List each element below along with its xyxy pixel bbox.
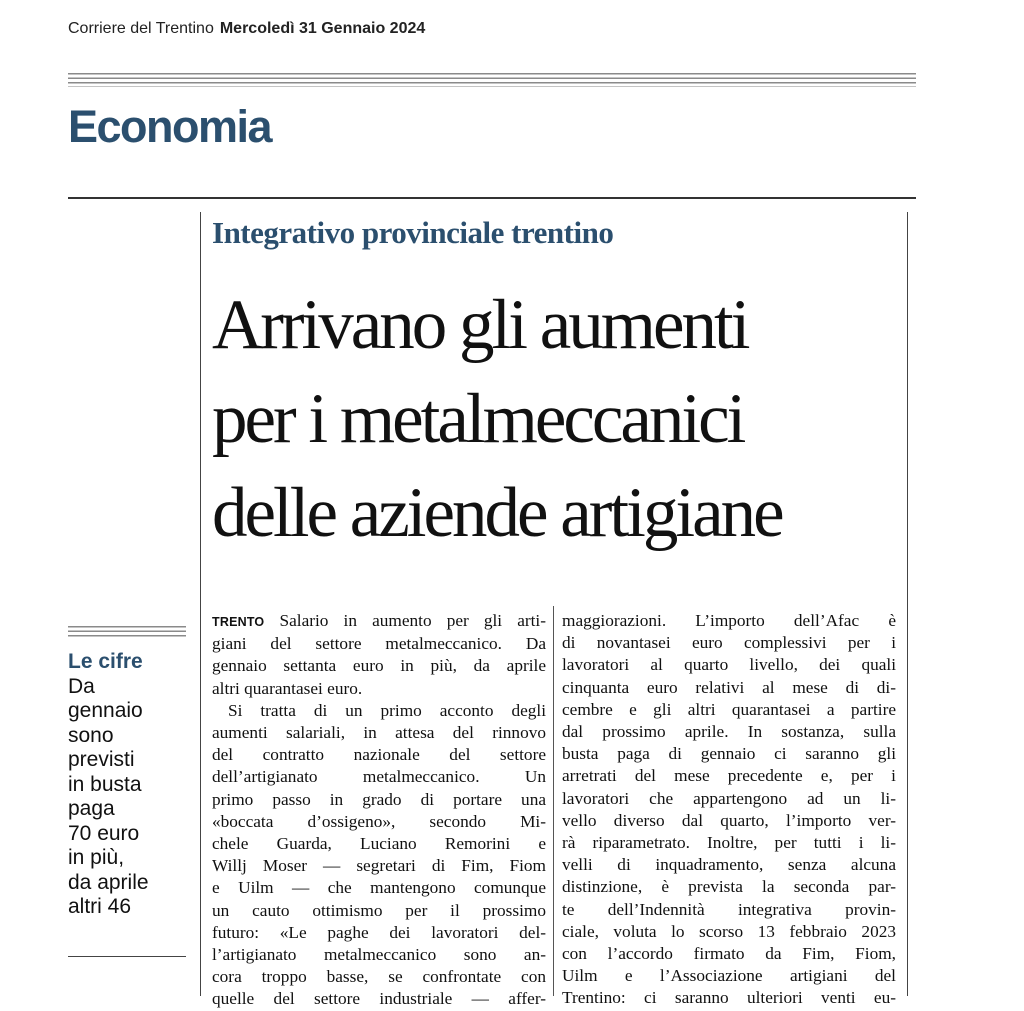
body-line: lavoratori al quarto livello, dei quali [562, 655, 896, 675]
dateline: TRENTO [212, 615, 265, 629]
body-line: dal prossimo aprile. In sostanza, sulla [562, 722, 896, 742]
headline-line: delle aziende artigiane [212, 474, 782, 552]
body-line: dell’artigianato metalmeccanico. Un [212, 767, 546, 787]
body-line: del contratto nazionale del settore [212, 745, 546, 765]
body-line [212, 610, 546, 633]
body-line: Uilm e l’Associazione artigiani del [562, 966, 896, 986]
body-line: un cauto ottimismo per il prossimo [212, 900, 546, 920]
sidebar-title: Le cifre [68, 650, 143, 673]
section-rule [68, 197, 916, 199]
body-line: futuro: «Le paghe dei lavoratori del- [212, 922, 546, 942]
article-body-column-2 [562, 610, 896, 1010]
body-line: Si tratta di un primo acconto degli [228, 700, 546, 720]
sidebar-line: da aprile [68, 870, 149, 894]
section-title: Economia [68, 101, 272, 152]
body-line: aumenti salariali, in attesa del rinnovo [212, 723, 546, 743]
body-line: lavoratori che appartengono ad un li- [562, 788, 896, 808]
body-line: gennaio settanta euro in più, da aprile [212, 656, 546, 676]
body-line: cora troppo basse, se confrontate con [212, 967, 546, 987]
sidebar-rule [68, 626, 186, 639]
sidebar-line: gennaio [68, 699, 143, 722]
body-line: «boccata d’ossigeno», secondo Mi- [212, 811, 546, 831]
body-line: di novantasei euro complessivi per i [562, 633, 896, 653]
body-line: vello diverso dal quarto, l’importo ver- [562, 810, 896, 830]
body-line: altri quarantasei euro. [212, 678, 363, 698]
sidebar-box [68, 650, 190, 920]
column-rule-left [200, 212, 201, 996]
body-line: busta paga di gennaio ci saranno gli [562, 744, 896, 764]
body-line: Trentino: ci saranno ulteriori venti eu- [562, 988, 896, 1008]
body-line: primo passo in grado di portare una [212, 789, 546, 809]
headline-line: Arrivano gli aumenti [212, 286, 748, 364]
body-line: rà riparametrato. Inoltre, per tutti i li- [562, 833, 896, 853]
body-line: con l’accordo firmato da Fim, Fiom, [562, 944, 896, 964]
sidebar-line: altri 46 [68, 895, 132, 918]
body-column-divider [553, 606, 554, 996]
body-line: arretrati del mese precedente e, per i [562, 766, 896, 786]
body-line: quelle del settore industriale — affer- [212, 989, 546, 1009]
body-line: ciale, voluta lo scorso 13 febbraio 2023 [562, 921, 896, 941]
sidebar-line: previsti [68, 748, 135, 771]
masthead [68, 20, 425, 38]
body-line: velli di inquadramento, senza alcuna [562, 855, 896, 875]
body-line: maggiorazioni. L’importo dell’Afac è [562, 611, 896, 630]
body-line: giani del settore metalmeccanico. Da [212, 634, 546, 654]
sidebar-line: Da [68, 674, 95, 698]
body-line: e Uilm — che mantengono comunque [212, 878, 546, 898]
masthead-rule [68, 73, 916, 87]
body-line: l’artigianato metalmeccanico sono an- [212, 945, 546, 965]
article-headline [212, 278, 912, 560]
sidebar-line: paga [68, 797, 115, 820]
headline-line: per i metalmeccanici [212, 380, 744, 458]
sidebar-line: sono [68, 723, 114, 747]
body-line: Willj Moser — segretari di Fim, Fiom [212, 856, 546, 876]
sidebar-line: 70 euro [68, 821, 140, 845]
body-line: te dell’Indennità integrativa provin- [562, 899, 896, 919]
body-line: cembre e gli altri quarantasei a partire [562, 699, 896, 719]
sidebar-line: in busta [68, 772, 142, 796]
body-text: Salario in aumento per gli arti- [279, 611, 546, 630]
issue-date: Mercoledì 31 Gennaio 2024 [219, 20, 426, 37]
article-body-column-1 [212, 610, 546, 1011]
article-kicker: Integrativo provinciale trentino [212, 215, 614, 250]
body-line: distinzione, è prevista la seconda par- [562, 877, 896, 897]
sidebar-line: in più, [68, 846, 125, 869]
body-line: cinquanta euro relativi al mese di di- [562, 677, 896, 697]
body-line: chele Guarda, Luciano Remorini e [212, 834, 546, 854]
sidebar-bottom-rule [68, 956, 186, 957]
paper-name: Corriere del Trentino [68, 20, 214, 37]
